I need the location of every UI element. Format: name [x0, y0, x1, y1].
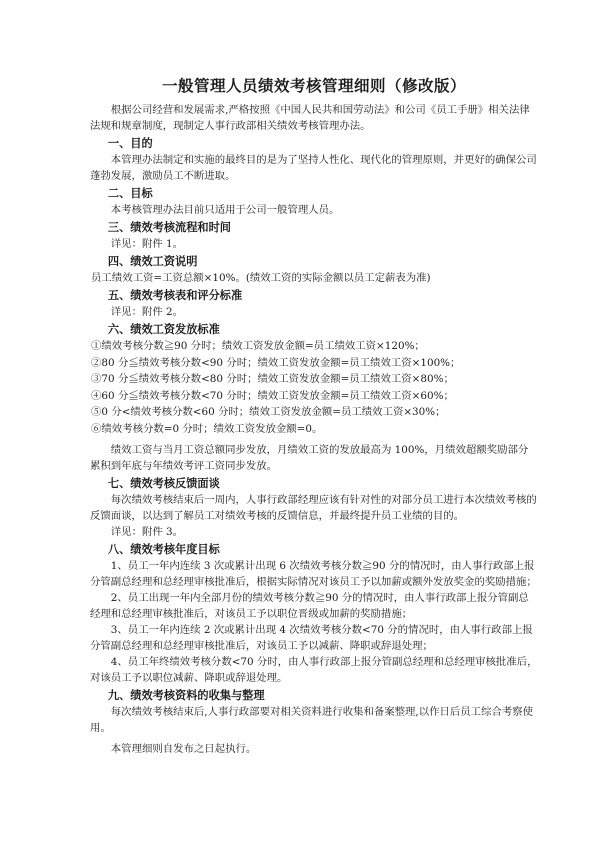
section-feedback-text: 每次绩效考核结束后一周内，人事行政部经理应该有针对性的对部分员工进行本次绩效考核的反馈面谈，以达到了解员工对绩效考核的反馈信息，并最终提升员工业绩的目的。 — [90, 494, 537, 522]
section-annual-heading: 八、绩效考核年度目标 — [107, 543, 220, 556]
section-purpose-heading: 一、目的 — [107, 137, 153, 150]
section-feedback-heading: 七、绩效考核反馈面谈 — [107, 477, 220, 490]
intro-paragraph: 根据公司经营和发展需求,严格按照《中国人民共和国劳动法》和公司《员工手册》相关法律法规和规章制度，现制定人事行政部相关绩效考核管理办法。 — [90, 104, 530, 132]
payout-grade-6: ⑥绩效考核分数=0 分时；绩效工资发放金额=0。 — [91, 422, 323, 435]
section-purpose-text: 本管理办法制定和实施的最终目的是为了坚持人性化、现代化的管理原则，并更好的确保公司蓬勃发展，激励员工不断进取。 — [90, 154, 537, 182]
payout-note: 绩效工资与当月工资总额同步发放，月绩效工资的发放最高为 100%，月绩效超额奖励部分累积到年底与年绩效考评工资同步发放。 — [90, 444, 529, 472]
section-payout-heading: 六、绩效工资发放标准 — [107, 323, 220, 336]
payout-grade-5: ⑤0 分<绩效考核分数<60 分时；绩效工资发放金额=员工绩效工资×30%； — [91, 406, 446, 418]
annual-item-4: 4、员工年终绩效考核分数<70 分时，由人事行政部上报分管副总经理和总经理审核批准后，对该员工予以职位减薪、降职或辞退处理。 — [90, 656, 538, 684]
section-scoring-text: 详见：附件 2。 — [110, 306, 184, 318]
payout-grade-4: ④60 分≦绩效考核分数<70 分时；绩效工资发放金额=员工绩效工资×60%； — [91, 389, 454, 402]
section-feedback-attachment: 详见：附件 3。 — [110, 526, 184, 538]
section-records-text: 每次绩效考核结束后,人事行政部要对相关资料进行收集和备案整理,以作日后员工综合考察使用。 — [90, 706, 534, 734]
section-salary-heading: 四、绩效工资说明 — [107, 255, 198, 268]
section-salary-text: 员工绩效工资=工资总额×10%。(绩效工资的实际金额以员工定薪表为准) — [91, 272, 431, 284]
section-goal-heading: 二、目标 — [107, 187, 153, 200]
payout-grade-3: ③70 分≦绩效考核分数<80 分时；绩效工资发放金额=员工绩效工资×80%； — [91, 373, 454, 385]
section-process-text: 详见：附件 1。 — [110, 238, 184, 250]
annual-item-1: 1、员工一年内连续 3 次或累计出现 6 次绩效考核分数≧90 分的情况时，由人事行政部上报分管副总经理和总经理审核批准后，根据实际情况对该员工予以加薪或额外发放奖金的奖励措施； — [90, 560, 537, 588]
closing-statement: 本管理细则自发布之日起执行。 — [110, 743, 257, 755]
section-records-heading: 九、绩效考核资料的收集与整理 — [107, 689, 265, 702]
section-process-heading: 三、绩效考核流程和时间 — [107, 221, 231, 234]
annual-item-2: 2、员工出现一年内全部月份的绩效考核分数≧90 分的情况时，由人事行政部上报分管副总经理和总经理审核批准后，对该员工予以职位晋级或加薪的奖励措施； — [90, 592, 529, 620]
section-goal-text: 本考核管理办法目前只适用于公司一般管理人员。 — [110, 204, 340, 216]
document-title: 一般管理人员绩效考核管理细则（修改版） — [161, 77, 466, 95]
annual-item-3: 3、员工一年内连续 2 次或累计出现 4 次绩效考核分数<70 分的情况时，由人事行政部上报分管副总经理和总经理审核批准后，对该员工予以减薪、降职或辞退处理； — [90, 624, 533, 652]
section-scoring-heading: 五、绩效考核表和评分标准 — [107, 289, 243, 302]
payout-grade-2: ②80 分≦绩效考核分数<90 分时；绩效工资发放金额=员工绩效工资×100%； — [91, 356, 461, 369]
payout-grade-1: ①绩效考核分数≧90 分时；绩效工资发放金额=员工绩效工资×120%； — [91, 340, 425, 352]
